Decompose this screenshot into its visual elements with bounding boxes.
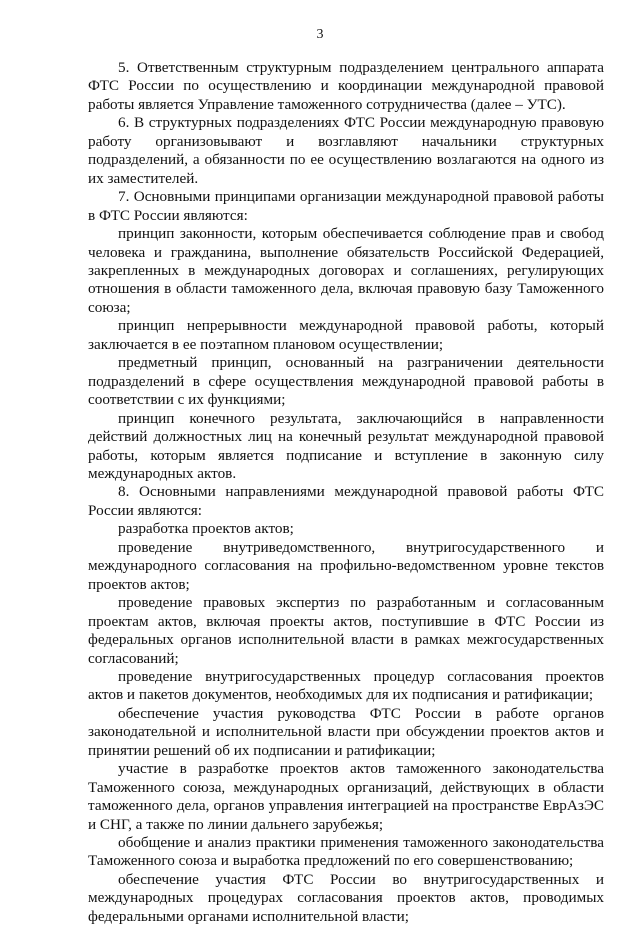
principle-subject: предметный принцип, основанный на разграничении деятельности подразделений в сфере осуществления международной правовой работы в соответствии с их функциями; xyxy=(88,354,604,409)
paragraph-6: 6. В структурных подразделениях ФТС России международную правовую работу организовывают и возглавляют начальники структурных подразделений, а обязанности по ее осуществлению возлагаются на одного из их заместителей. xyxy=(88,114,604,187)
paragraph-8: 8. Основными направлениями международной правовой работы ФТС России являются: xyxy=(88,483,604,519)
direction-item: обеспечение участия руководства ФТС России в работе органов законодательной и исполнительной власти при обсуждении проектов актов и принятии решений об их подписании и ратификации; xyxy=(88,704,604,759)
principle-continuity: принцип непрерывности международной правовой работы, который заключается в ее поэтапном плановом осуществлении; xyxy=(88,317,604,353)
direction-item: обеспечение участия ФТС России во внутригосударственных и международных процедурах согласования проектов актов, проводимых федеральными органами исполнительной власти; xyxy=(88,870,604,925)
direction-item: проведение внутриведомственного, внутригосударственного и международного согласования на профильно-ведомственном уровне текстов проектов актов; xyxy=(88,538,604,593)
direction-item: разработка проектов актов; xyxy=(118,520,294,538)
principle-final-result: принцип конечного результата, заключающийся в направленности действий должностных лиц на конечный результат международной правовой работы, которым является подписание и вступление в законную силу международных актов. xyxy=(88,409,604,482)
direction-item: проведение внутригосударственных процедур согласования проектов актов и пакетов документов, необходимых для их подписания и ратификации; xyxy=(88,667,604,704)
page-number: 3 xyxy=(316,27,324,42)
direction-item: обобщение и анализ практики применения таможенного законодательства Таможенного союза и выработка предложений по его совершенствованию; xyxy=(88,834,604,870)
paragraph-7: 7. Основными принципами организации международной правовой работы в ФТС России являются: xyxy=(88,188,604,224)
principle-legality: принцип законности, которым обеспечивается соблюдение прав и свобод человека и гражданина, выполнение обязательств Российской Федерацией, закрепленных в международных договорах и соглашениях, регулирующих отношения в области таможенного дела, включая правовую базу Таможенного союза; xyxy=(88,225,604,316)
direction-item: проведение правовых экспертиз по разработанным и согласованным проектам актов, включая проекты актов, поступившие в ФТС России из федеральных органов исполнительной власти в рамках межгосударственных согласований; xyxy=(88,594,604,667)
document-body xyxy=(88,59,604,926)
direction-item: участие в разработке проектов актов таможенного законодательства Таможенного союза, международных организаций, действующих в области таможенного дела, органов управления интеграцией на пространстве ЕврАзЭС и СНГ, а также по линии дальнего зарубежья; xyxy=(88,760,604,833)
paragraph-5: 5. Ответственным структурным подразделением центрального аппарата ФТС России по осуществлению и координации международной правовой работы является Управление таможенного сотрудничества (далее – УТС). xyxy=(88,59,604,113)
